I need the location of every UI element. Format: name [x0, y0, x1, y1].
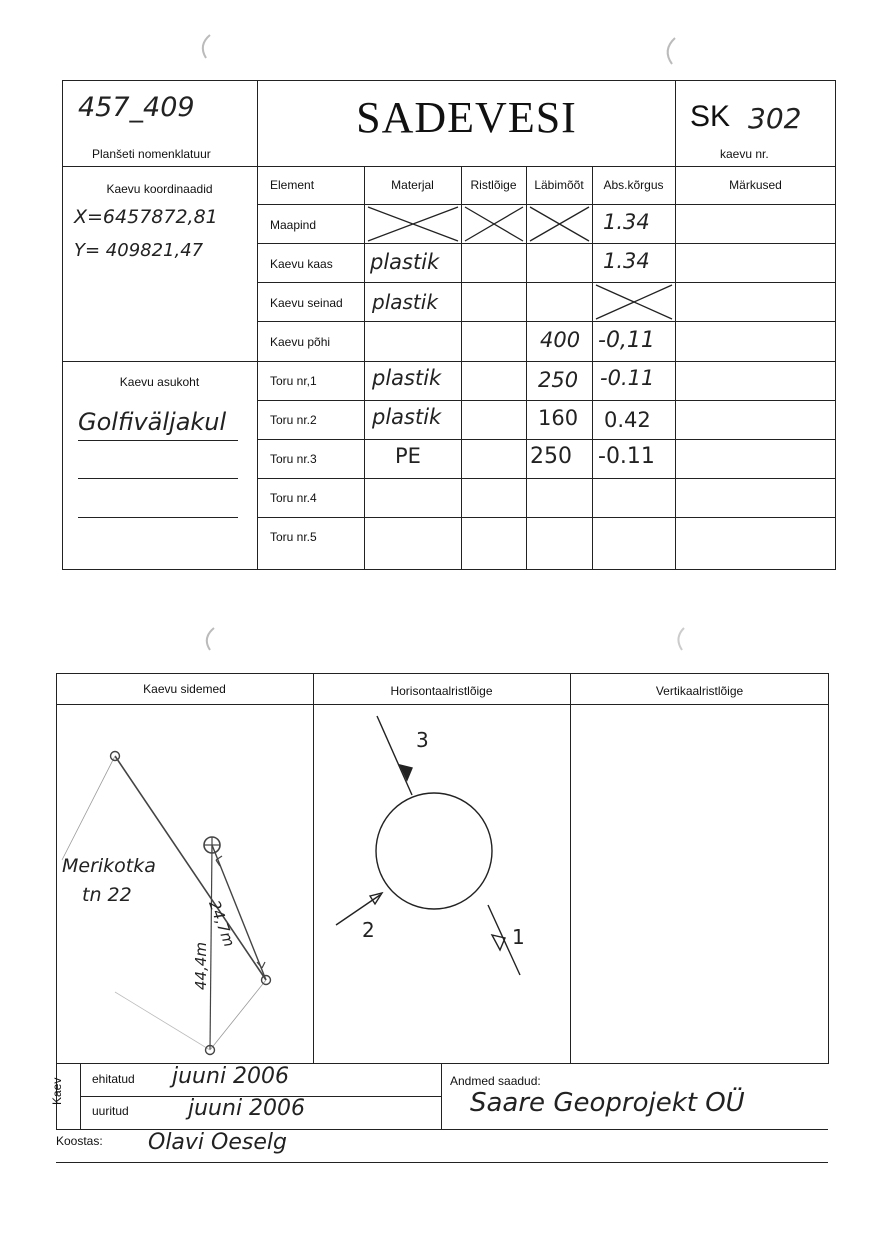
sketch-distance-1: 24,7m	[205, 898, 239, 950]
row-height: -0.11	[600, 366, 655, 390]
row-height: 1.34	[603, 249, 650, 273]
well-side-label: Kaev	[50, 1077, 64, 1105]
pipe-1-label: 1	[512, 925, 525, 949]
row-element: Maapind	[270, 218, 317, 232]
header-height: Abs.kõrgus	[603, 178, 664, 192]
data-source-label: Andmed saadud:	[450, 1074, 541, 1088]
row-element: Toru nr.2	[270, 413, 317, 427]
pipe-3-label: 3	[416, 728, 429, 752]
row-element: Kaevu kaas	[270, 257, 333, 271]
row-element: Toru nr.4	[270, 491, 317, 505]
header-material: Materjal	[391, 178, 434, 192]
built-label: ehitatud	[92, 1072, 135, 1086]
row-element: Toru nr.3	[270, 452, 317, 466]
col-header-connections: Kaevu sidemed	[143, 682, 226, 696]
pipe-2-label: 2	[362, 918, 375, 942]
row-material: plastik	[370, 250, 440, 274]
nomenclature-value: 457_409	[78, 92, 195, 123]
nomenclature-label: Planšeti nomenklatuur	[92, 147, 211, 161]
surveyed-value: juuni 2006	[188, 1096, 306, 1121]
data-source-value: Saare Geoprojekt OÜ	[470, 1088, 745, 1118]
header-diameter: Läbimõõt	[534, 178, 584, 192]
row-height: 1.34	[603, 210, 650, 234]
well-number-label: kaevu nr.	[720, 147, 769, 161]
coord-x: X=6457872,81	[74, 206, 218, 228]
row-diameter: 250	[530, 444, 572, 469]
row-element: Toru nr,1	[270, 374, 317, 388]
page-title: SADEVESI	[356, 93, 577, 142]
location-label: Kaevu asukoht	[119, 375, 200, 389]
sketch-street-name: Merikotka	[62, 855, 156, 877]
surveyed-label: uuritud	[92, 1104, 129, 1118]
row-height: -0.11	[598, 444, 655, 469]
row-material: plastik	[372, 290, 438, 314]
header-section: Ristlõige	[470, 178, 517, 192]
row-diameter: 400	[540, 328, 581, 352]
row-material: plastik	[372, 405, 442, 429]
header-notes: Märkused	[729, 178, 782, 192]
row-diameter: 160	[538, 406, 579, 430]
row-material: PE	[395, 444, 421, 468]
well-prefix: SK	[690, 100, 731, 133]
coords-label: Kaevu koordinaadid	[106, 182, 213, 196]
sketch-distance-2: 44,4m	[192, 941, 210, 990]
row-element: Kaevu põhi	[270, 335, 331, 349]
coord-y: Y= 409821,47	[74, 240, 204, 261]
author-label: Koostas:	[56, 1134, 103, 1148]
row-diameter: 250	[538, 368, 579, 392]
row-height: 0.42	[604, 408, 651, 432]
built-value: juuni 2006	[172, 1064, 290, 1089]
row-height: -0,11	[598, 328, 655, 353]
col-header-vertical-section: Vertikaalristlõige	[655, 684, 744, 698]
author-value: Olavi Oeselg	[148, 1130, 287, 1155]
well-number: 302	[748, 102, 802, 135]
location-value: Golfiväljakul	[78, 408, 227, 436]
header-element: Element	[270, 178, 315, 192]
row-element: Toru nr.5	[270, 530, 317, 544]
sketch-street-number: tn 22	[82, 884, 132, 906]
row-material: plastik	[372, 366, 442, 390]
row-element: Kaevu seinad	[270, 296, 343, 310]
col-header-horizontal-section: Horisontaalristlõige	[390, 684, 493, 698]
